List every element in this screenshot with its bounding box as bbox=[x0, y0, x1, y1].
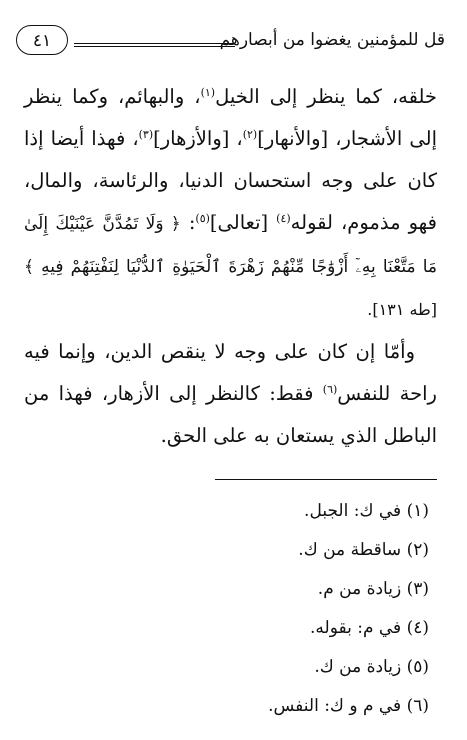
text-segment: [تعالى] bbox=[209, 211, 277, 234]
footnote-ref-4[interactable]: (٤) bbox=[276, 212, 291, 225]
quran-verse: ﴿ وَلَا تَمُدَّنَّ عَيْنَيْكَ إِلَىٰ مَا مَتَّعْنَا بِهِۦٓ أَزْوَٰجًا مِّنْهُمْ زَهْرَةَ ٱلْحَيَوٰةِ ٱلدُّنْيَا لِنَفْتِنَهُمْ فِيهِ ﴾ bbox=[24, 214, 437, 277]
text-segment: وأمّا إن كان على وجه لا ينقص الدين، وإنما فيه راحة للنفس bbox=[24, 340, 437, 405]
footnote-1: (١) في ك: الجبل. bbox=[304, 501, 429, 521]
header-rule bbox=[74, 43, 235, 47]
paragraph-1 bbox=[24, 76, 437, 331]
footnote-2: (٢) ساقطة من ك. bbox=[298, 540, 429, 560]
text-segment: : bbox=[180, 211, 196, 234]
page-number: ٤١ bbox=[16, 25, 68, 55]
text-segment: خلقه، كما ينظر إلى الخيل bbox=[215, 85, 437, 108]
footnote-4: (٤) في م: بقوله. bbox=[310, 618, 429, 638]
running-title: قل للمؤمنين يغضوا من أبصارهم bbox=[219, 30, 445, 50]
footnote-3: (٣) زيادة من م. bbox=[317, 579, 429, 599]
text-segment: ، والبهائم، وكما ينظر إلى الأشجار، [والأنهار] bbox=[24, 85, 437, 150]
footnote-separator bbox=[215, 479, 437, 480]
text-segment: ، [والأزهار] bbox=[153, 127, 243, 150]
quran-reference: [طه ١٣١]. bbox=[367, 300, 437, 319]
footnote-6: (٦) في م و ك: النفس. bbox=[268, 696, 429, 716]
main-text bbox=[24, 76, 437, 457]
paragraph-2 bbox=[24, 331, 437, 457]
page-header bbox=[16, 22, 445, 64]
text-segment: فقط: كالنظر إلى الأزهار، فهذا من الباطل الذي يستعان به على الحق. bbox=[24, 382, 437, 447]
footnote-ref-6[interactable]: (٦) bbox=[322, 383, 338, 396]
footnote-ref-1[interactable]: (١) bbox=[200, 86, 216, 99]
footnote-ref-3[interactable]: (٣) bbox=[138, 128, 154, 141]
text-segment: ، فهذا أيضا إذا كان على وجه استحسان الدنيا، والرئاسة، والمال، فهو مذموم، لقوله bbox=[24, 127, 437, 234]
footnote-5: (٥) زيادة من ك. bbox=[314, 657, 429, 677]
footnote-ref-2[interactable]: (٢) bbox=[242, 128, 258, 141]
footnote-ref-5[interactable]: (٥) bbox=[195, 212, 210, 225]
footnotes-list bbox=[268, 492, 429, 726]
